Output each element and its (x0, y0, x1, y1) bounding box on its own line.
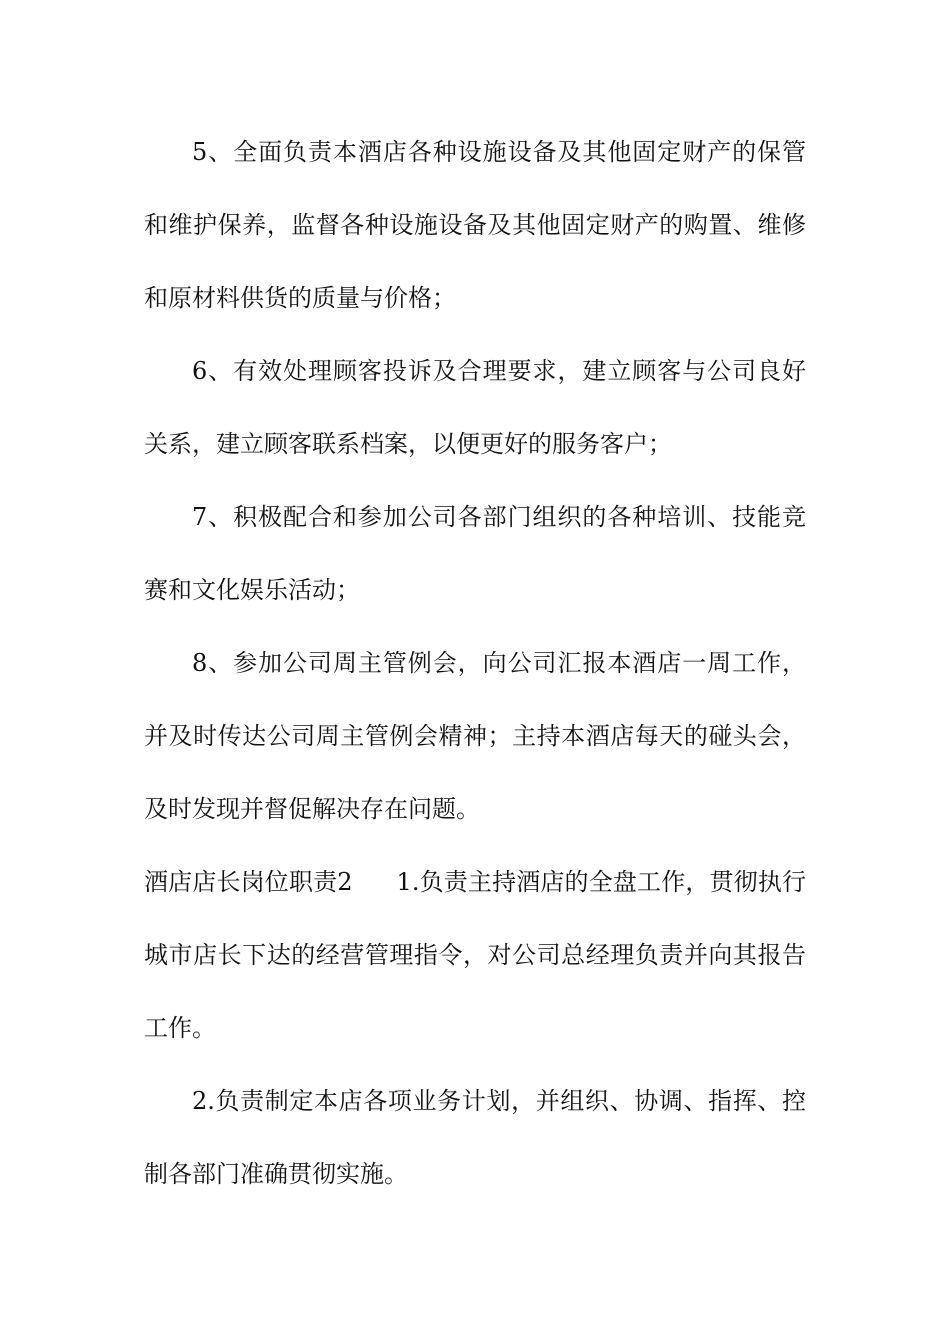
paragraph-item-7: 7、积极配合和参加公司各部门组织的各种培训、技能竞赛和文化娱乐活动； (144, 503, 806, 604)
section-title: 酒店店长岗位职责2 (144, 868, 353, 896)
section-item-2: 2.负责制定本店各项业务计划，并组织、协调、指挥、控制各部门准确贯彻实施。 (144, 1087, 806, 1188)
section-paragraph (144, 846, 806, 1065)
paragraph-item-6: 6、有效处理顾客投诉及合理要求，建立顾客与公司良好关系，建立顾客联系档案，以便更好的服务客户； (144, 357, 806, 458)
document-body (144, 116, 806, 1211)
paragraph-item-5: 5、全面负责本酒店各种设施设备及其他固定财产的保管和维护保养，监督各种设施设备及其他固定财产的购置、维修和原材料供货的质量与价格； (144, 138, 806, 312)
section-item-1: 1.负责主持酒店的全盘工作，贯彻执行城市店长下达的经营管理指令，对公司总经理负责并向其报告工作。 (144, 868, 806, 1042)
paragraph-item-8: 8、参加公司周主管例会，向公司汇报本酒店一周工作，并及时传达公司周主管例会精神；主持本酒店每天的碰头会，及时发现并督促解决存在问题。 (144, 649, 806, 823)
